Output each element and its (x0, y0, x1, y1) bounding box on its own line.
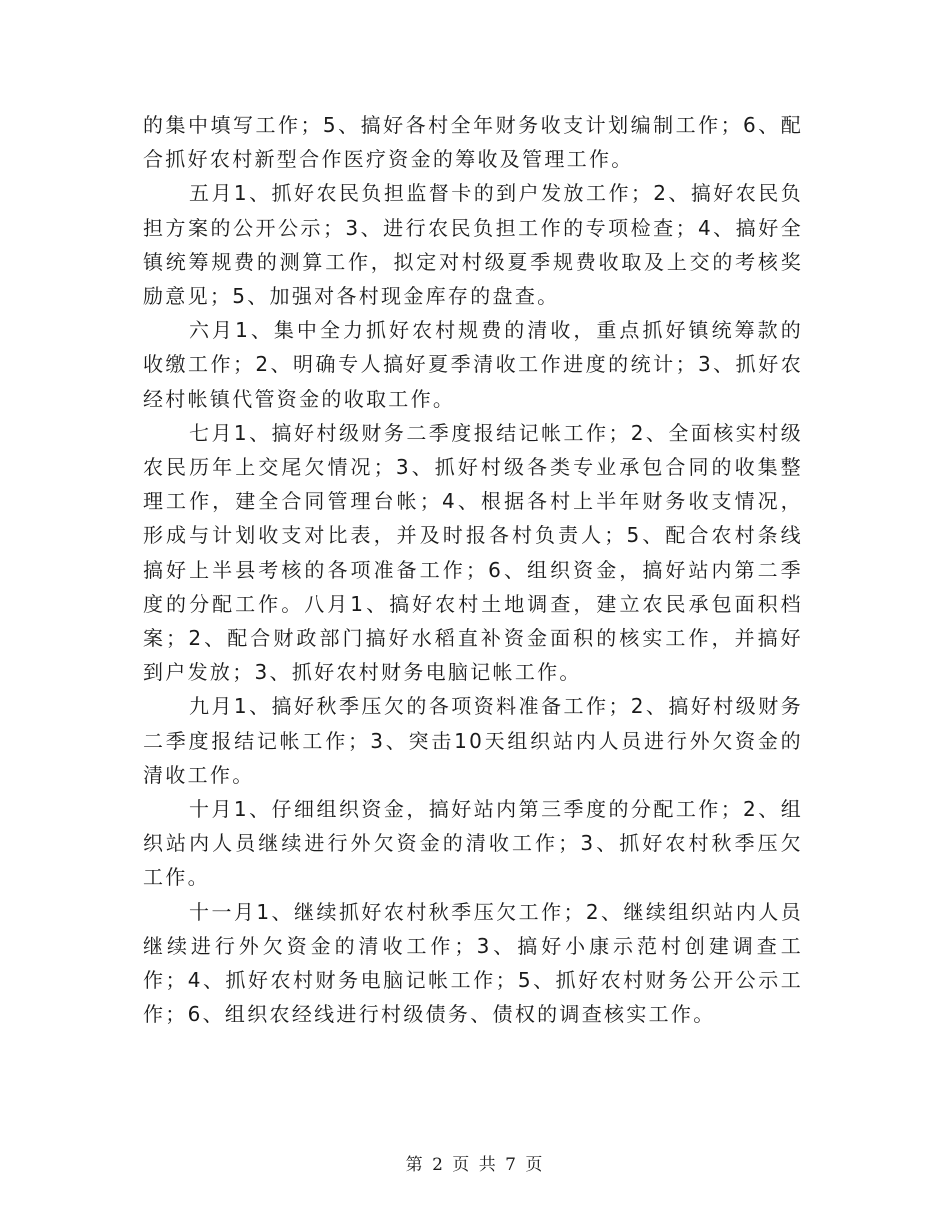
paragraph-may: 五月1、抓好农民负担监督卡的到户发放工作；2、搞好农民负担方案的公开公示；3、进行农民负担工作的专项检查；4、搞好全镇统筹规费的测算工作，拟定对村级夏季规费收取及上交的考核奖励意见；5、加强对各村现金库存的盘查。 (143, 181, 803, 309)
paragraph-continuation: 的集中填写工作；5、搞好各村全年财务收支计划编制工作；6、配合抓好农村新型合作医疗资金的筹收及管理工作。 (143, 113, 803, 172)
paragraph-july-august: 七月1、搞好村级财务二季度报结记帐工作；2、全面核实村级农民历年上交尾欠情况；3、抓好村级各类专业承包合同的收集整理工作，建全合同管理台帐；4、根据各村上半年财务收支情况，形成与计划收支对比表，并及时报各村负责人；5、配合农村条线搞好上半县考核的各项准备工作；6、组织资金，搞好站内第二季度的分配工作。八月1、搞好农村土地调查，建立农民承包面积档案；2、配合财政部门搞好水稻直补资金面积的核实工作，并搞好到户发放；3、抓好农村财务电脑记帐工作。 (143, 420, 803, 685)
paragraph-november: 十一月1、继续抓好农村秋季压欠工作；2、继续组织站内人员继续进行外欠资金的清收工作；3、搞好小康示范村创建调查工作；4、抓好农村财务电脑记帐工作；5、抓好农村财务公开公示工作；6、组织农经线进行村级债务、债权的调查核实工作。 (143, 899, 803, 1027)
paragraph-june: 六月1、集中全力抓好农村规费的清收，重点抓好镇统筹款的收缴工作；2、明确专人搞好夏季清收工作进度的统计；3、抓好农经村帐镇代管资金的收取工作。 (143, 318, 803, 411)
paragraph-september: 九月1、搞好秋季压欠的各项资料准备工作；2、搞好村级财务二季度报结记帐工作；3、突击10天组织站内人员进行外欠资金的清收工作。 (143, 694, 803, 787)
document-body (143, 108, 803, 1031)
page-number-footer: 第 2 页 共 7 页 (405, 1155, 545, 1175)
paragraph-october: 十月1、仔细组织资金，搞好站内第三季度的分配工作；2、组织站内人员继续进行外欠资金的清收工作；3、抓好农村秋季压欠工作。 (143, 797, 803, 890)
